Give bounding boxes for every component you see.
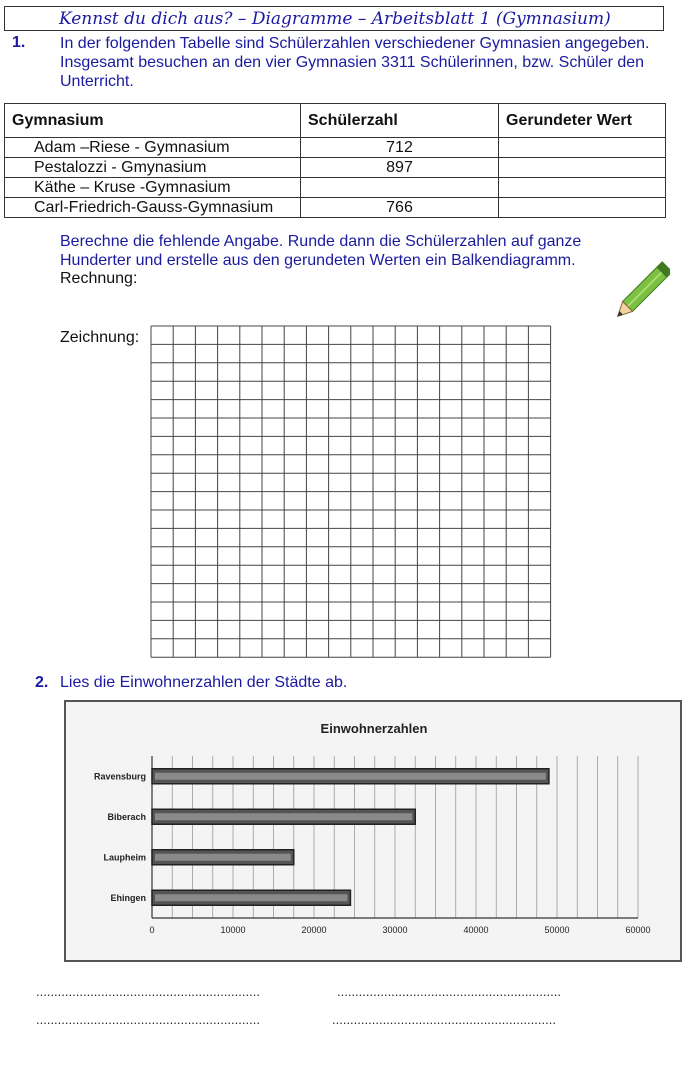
pencil-icon — [612, 258, 670, 328]
x-tick-label: 60000 — [625, 925, 651, 935]
row-count: 766 — [301, 198, 499, 218]
answer-line-2a[interactable]: .............................................................. — [36, 1012, 260, 1027]
task2-text: Lies die Einwohnerzahlen der Städte ab. — [60, 674, 348, 691]
header-gymnasium: Gymnasium — [5, 104, 301, 138]
task2-number: 2. — [35, 674, 49, 691]
header-schuelerzahl: Schülerzahl — [301, 104, 499, 138]
row-count: 712 — [301, 138, 499, 158]
row-rounded[interactable] — [499, 138, 666, 158]
x-tick-label: 20000 — [301, 925, 327, 935]
header-gerundet: Gerundeter Wert — [499, 104, 666, 138]
row-name: Käthe – Kruse -Gymnasium — [5, 178, 301, 198]
bar-inner-shade — [155, 894, 347, 901]
calc-label: Rechnung: — [60, 270, 138, 287]
bar-inner-shade — [155, 813, 412, 820]
task1-text: In der folgenden Tabelle sind Schülerzahlen verschiedener Gymnasien angegeben. Insgesamt besuchen an den vier Gymnasien 3311 Schülerinnen, bzw. Schüler den Unterricht. — [60, 35, 650, 90]
category-label: Ehingen — [110, 892, 146, 903]
category-label: Ravensburg — [93, 771, 146, 782]
table-row — [5, 138, 666, 158]
bar-inner-shade — [155, 854, 291, 861]
student-table — [4, 103, 666, 218]
row-name: Pestalozzi - Gmynasium — [5, 158, 301, 178]
x-tick-label: 40000 — [463, 925, 489, 935]
table-row — [5, 158, 666, 178]
chart-frame — [65, 701, 681, 961]
x-tick-label: 10000 — [220, 925, 246, 935]
task1-number: 1. — [12, 34, 26, 51]
category-label: Biberach — [107, 811, 146, 822]
row-rounded[interactable] — [499, 198, 666, 218]
category-label: Laupheim — [103, 852, 146, 863]
row-rounded[interactable] — [499, 158, 666, 178]
x-tick-label: 50000 — [544, 925, 570, 935]
row-name: Carl-Friedrich-Gauss-Gymnasium — [5, 198, 301, 218]
x-tick-label: 30000 — [382, 925, 408, 935]
row-name: Adam –Riese - Gymnasium — [5, 138, 301, 158]
population-bar-chart — [64, 700, 684, 964]
answer-line-1b[interactable]: .............................................................. — [337, 984, 561, 999]
drawing-grid[interactable] — [150, 325, 554, 661]
answer-line-2b[interactable]: .............................................................. — [332, 1012, 556, 1027]
task1-instruction: Berechne die fehlende Angabe. Runde dann die Schülerzahlen auf ganze Hunderter und erstelle aus den gerundeten Werten ein Balkendiagramm. — [60, 233, 582, 269]
row-count[interactable] — [301, 178, 499, 198]
table-row — [5, 198, 666, 218]
bar-inner-shade — [155, 773, 546, 780]
answer-line-1a[interactable]: .............................................................. — [36, 984, 260, 999]
table-row — [5, 178, 666, 198]
row-rounded[interactable] — [499, 178, 666, 198]
x-tick-label: 0 — [149, 925, 155, 935]
row-count: 897 — [301, 158, 499, 178]
worksheet-title: Kennst du dich aus? – Diagramme – Arbeitsblatt 1 (Gymnasium) — [4, 6, 664, 31]
chart-title: Einwohnerzahlen — [320, 721, 428, 736]
draw-label: Zeichnung: — [60, 329, 140, 346]
table-header-row — [5, 104, 666, 138]
